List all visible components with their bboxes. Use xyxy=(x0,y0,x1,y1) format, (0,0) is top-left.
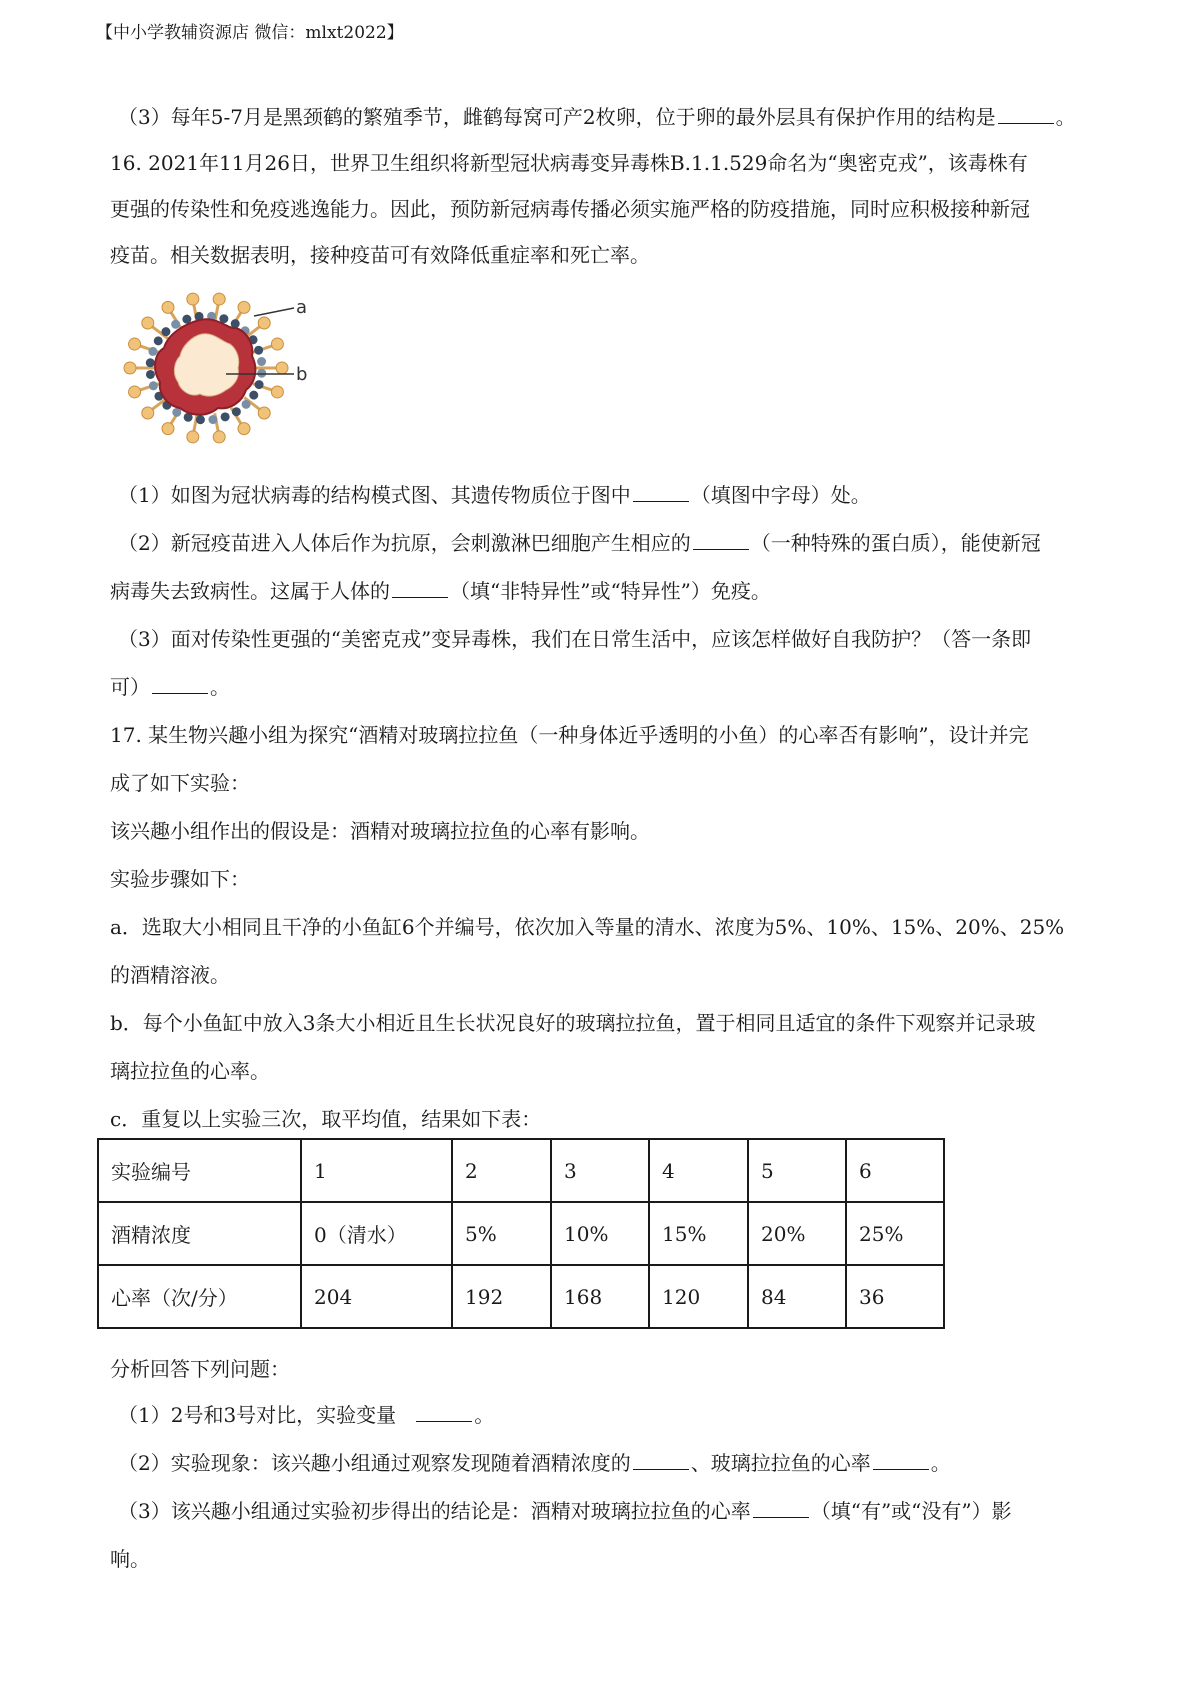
figure-label-a: a xyxy=(296,297,308,318)
membrane-protein xyxy=(148,347,157,356)
q16-1-text-end: （填图中字母）处。 xyxy=(690,483,871,507)
membrane-protein xyxy=(161,327,170,336)
table-cell: 2 xyxy=(452,1139,551,1202)
answer-blank xyxy=(416,1403,472,1422)
membrane-protein xyxy=(208,415,217,424)
membrane-protein xyxy=(254,346,263,355)
table-cell: 120 xyxy=(649,1265,748,1328)
table-cell: 1 xyxy=(301,1139,452,1202)
q16-paragraph-line-3: 疫苗。相关数据表明，接种疫苗可有效降低重症率和死亡率。 xyxy=(110,243,650,267)
spike-head xyxy=(238,301,250,313)
pointer-line-a xyxy=(254,308,294,316)
q17-3-line-1 xyxy=(118,1498,1012,1524)
coronavirus-structure-figure xyxy=(108,290,308,460)
results-table xyxy=(97,1138,945,1329)
table-cell: 5 xyxy=(748,1139,846,1202)
q15-3-text: （3）每年5-7月是黑颈鹤的繁殖季节，雌鹤每窝可产2枚卵，位于卵的最外层具有保护作用的结构是 xyxy=(118,105,996,129)
q16-2-line-2 xyxy=(110,578,771,604)
spike-head xyxy=(213,431,225,443)
step-c-line: c．重复以上实验三次，取平均值，结果如下表： xyxy=(110,1107,542,1131)
q17-2-text: （2）实验现象：该兴趣小组通过观察发现随着酒精浓度的 xyxy=(118,1451,631,1475)
step-a-line-2: 的酒精溶液。 xyxy=(110,963,230,987)
row-header-cell: 实验编号 xyxy=(98,1139,301,1202)
q17-2-end: 。 xyxy=(930,1451,951,1475)
figure-label-b: b xyxy=(296,364,308,385)
q17-3-text: （3）该兴趣小组通过实验初步得出的结论是：酒精对玻璃拉拉鱼的心率 xyxy=(118,1499,751,1523)
spike-head xyxy=(187,431,199,443)
table-row xyxy=(98,1265,944,1328)
answer-blank xyxy=(392,579,448,598)
step-b-line-2: 璃拉拉鱼的心率。 xyxy=(110,1059,270,1083)
q15-3-line xyxy=(118,104,1076,130)
membrane-protein xyxy=(149,381,158,390)
spike-head xyxy=(271,386,283,398)
answer-blank xyxy=(633,1451,689,1470)
answer-blank xyxy=(693,531,749,550)
answer-blank xyxy=(633,483,689,502)
q17-3-text-mid: （填“有”或“没有”）影 xyxy=(810,1499,1012,1523)
q16-1-text: （1）如图为冠状病毒的结构模式图、其遗传物质位于图中 xyxy=(118,483,631,507)
spike-head xyxy=(142,317,154,329)
table-cell: 36 xyxy=(846,1265,944,1328)
q17-paragraph-line-1: 17. 某生物兴趣小组为探究“酒精对玻璃拉拉鱼（一种身体近乎透明的小鱼）的心率否有影响”，设计并完 xyxy=(110,723,1029,747)
spike-head xyxy=(129,338,141,350)
q17-hypothesis: 该兴趣小组作出的假设是：酒精对玻璃拉拉鱼的心率有影响。 xyxy=(110,819,650,843)
q16-2-text-end: （填“非特异性”或“特异性”）免疫。 xyxy=(450,579,771,603)
spike-head xyxy=(238,423,250,435)
answer-blank xyxy=(152,675,208,694)
membrane-protein xyxy=(232,407,241,416)
spike-head xyxy=(187,293,199,305)
analysis-heading: 分析回答下列问题： xyxy=(110,1357,290,1381)
step-b-line-1: b．每个小鱼缸中放入3条大小相近且生长状况良好的玻璃拉拉鱼，置于相同且适宜的条件下观察并记录玻 xyxy=(110,1011,1036,1035)
spike-head xyxy=(258,317,270,329)
answer-blank xyxy=(998,105,1054,124)
table-cell: 4 xyxy=(649,1139,748,1202)
spike-head xyxy=(124,362,136,374)
q16-3-end: 。 xyxy=(210,675,230,699)
table-row xyxy=(98,1139,944,1202)
q17-paragraph-line-2: 成了如下实验： xyxy=(110,771,250,795)
membrane-protein xyxy=(154,336,163,345)
membrane-protein xyxy=(171,320,180,329)
membrane-protein xyxy=(257,357,266,366)
q16-paragraph-line-2: 更强的传染性和免疫逃逸能力。因此，预防新冠病毒传播必须实施严格的防疫措施，同时应积极接种新冠 xyxy=(110,197,1030,221)
spike-head xyxy=(271,338,283,350)
q17-2-line xyxy=(118,1450,951,1476)
q16-3-text: 可） xyxy=(110,675,150,699)
q17-steps-heading: 实验步骤如下： xyxy=(110,867,250,891)
membrane-protein xyxy=(249,391,258,400)
table-cell: 5% xyxy=(452,1202,551,1265)
spike-head xyxy=(258,407,270,419)
table-cell: 192 xyxy=(452,1265,551,1328)
membrane-protein xyxy=(255,380,264,389)
q17-1-line xyxy=(118,1402,494,1428)
q16-2-line-1 xyxy=(118,530,1041,556)
source-header: 【中小学教辅资源店 微信：mlxt2022】 xyxy=(96,23,404,43)
q15-3-end: 。 xyxy=(1055,105,1076,129)
row-header-cell: 酒精浓度 xyxy=(98,1202,301,1265)
table-cell: 25% xyxy=(846,1202,944,1265)
q17-1-text: （1）2号和3号对比，实验变量 xyxy=(118,1403,397,1427)
spike-head xyxy=(162,301,174,313)
spike-head xyxy=(142,407,154,419)
q16-2-text-mid: （一种特殊的蛋白质），能使新冠 xyxy=(750,531,1041,555)
table-cell: 3 xyxy=(551,1139,649,1202)
q17-3-line-2: 响。 xyxy=(110,1547,150,1571)
spike-head xyxy=(213,293,225,305)
q16-2-text-cont: 病毒失去致病性。这属于人体的 xyxy=(110,579,390,603)
table-cell: 168 xyxy=(551,1265,649,1328)
answer-blank xyxy=(873,1451,929,1470)
step-a-line-1: a．选取大小相同且干净的小鱼缸6个并编号，依次加入等量的清水、浓度为5%、10%、15%、20%、25% xyxy=(110,915,1065,939)
q17-1-end: 。 xyxy=(474,1403,495,1427)
table-cell: 6 xyxy=(846,1139,944,1202)
q16-paragraph-line-1: 16. 2021年11月26日，世界卫生组织将新型冠状病毒变异毒株B.1.1.529命名为“奥密克戎”，该毒株有 xyxy=(110,151,1028,175)
q17-2-text-mid: 、玻璃拉拉鱼的心率 xyxy=(690,1451,871,1475)
table-cell: 10% xyxy=(551,1202,649,1265)
table-cell: 20% xyxy=(748,1202,846,1265)
q16-3-line-1: （3）面对传染性更强的“美密克戎”变异毒株，我们在日常生活中，应该怎样做好自我防护？（答一条即 xyxy=(118,627,1032,651)
membrane-protein xyxy=(242,400,251,409)
spike-stalk xyxy=(193,413,197,433)
spike-head xyxy=(276,362,288,374)
q16-2-text: （2）新冠疫苗进入人体后作为抗原，会刺激淋巴细胞产生相应的 xyxy=(118,531,691,555)
table-cell: 204 xyxy=(301,1265,452,1328)
membrane-protein xyxy=(257,369,266,378)
answer-blank xyxy=(753,1499,809,1518)
membrane-protein xyxy=(196,415,205,424)
row-header-cell: 心率（次/分） xyxy=(98,1265,301,1328)
spike-head xyxy=(129,386,141,398)
q16-1-line xyxy=(118,482,871,508)
membrane-protein xyxy=(146,370,155,379)
q16-3-line-2 xyxy=(110,674,230,700)
table-cell: 15% xyxy=(649,1202,748,1265)
spike-head xyxy=(162,423,174,435)
table-cell: 0（清水） xyxy=(301,1202,452,1265)
table-row xyxy=(98,1202,944,1265)
table-cell: 84 xyxy=(748,1265,846,1328)
membrane-protein xyxy=(221,412,230,421)
membrane-protein xyxy=(146,358,155,367)
